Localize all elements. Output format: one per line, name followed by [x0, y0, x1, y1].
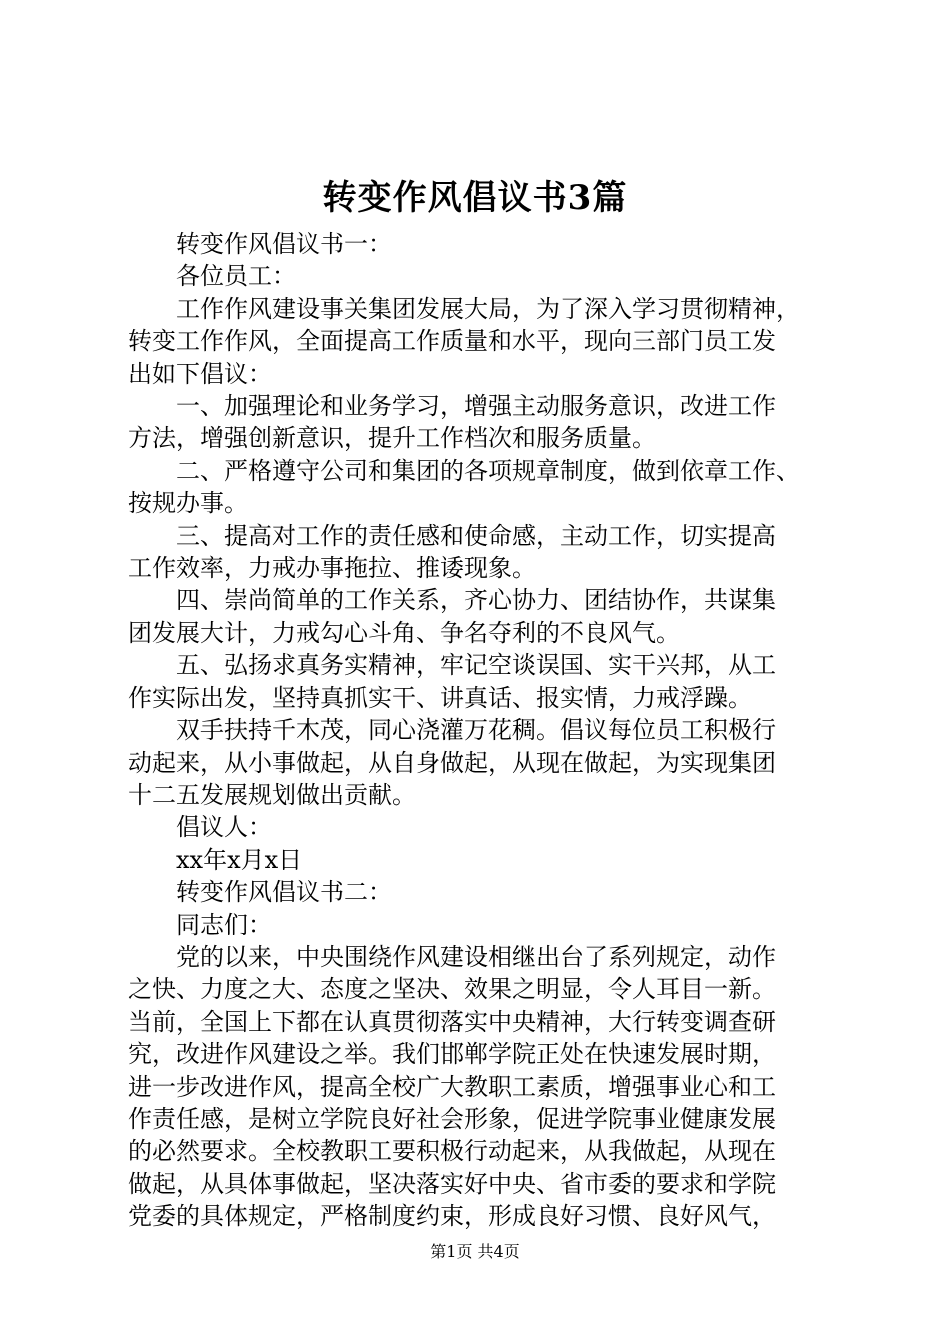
line-14: 五、弘扬求真务实精神，牢记空谈误国、实干兴邦，从工	[176, 651, 776, 680]
line-10: 三、提高对工作的责任感和使命感，主动工作，切实提高	[176, 521, 776, 550]
line-13: 团发展大计，力戒勾心斗角、争名夺利的不良风气。	[128, 618, 680, 647]
document-title: 转变作风倡议书3篇	[322, 178, 628, 218]
line-17: 动起来，从小事做起，从自身做起，从现在做起，为实现集团	[128, 748, 776, 777]
line-30: 做起，从具体事做起，坚决落实好中央、省市委的要求和学院	[128, 1169, 776, 1198]
line-9: 按规办事。	[128, 489, 248, 518]
line-4: 转变工作作风，全面提高工作质量和水平，现向三部门员工发	[128, 327, 776, 356]
line-18: 十二五发展规划做出贡献。	[128, 780, 416, 809]
line-31: 党委的具体规定，严格制度约束，形成良好习惯、良好风气，	[128, 1202, 776, 1231]
line-2: 各位员工：	[176, 262, 296, 291]
line-6: 一、加强理论和业务学习，增强主动服务意识，改进工作	[176, 392, 776, 421]
line-7: 方法，增强创新意识，提升工作档次和服务质量。	[128, 424, 656, 453]
line-12: 四、崇尚简单的工作关系，齐心协力、团结协作，共谋集	[176, 586, 776, 615]
line-27: 进一步改进作风，提高全校广大教职工素质，增强事业心和工	[128, 1072, 776, 1101]
line-11: 工作效率，力戒办事拖拉、推诿现象。	[128, 554, 536, 583]
line-20: xx年x月x日	[176, 845, 303, 874]
line-23: 党的以来，中央围绕作风建设相继出台了系列规定，动作	[176, 942, 776, 971]
page-footer: 第1页 共4页	[430, 1242, 520, 1261]
line-29: 的必然要求。全校教职工要积极行动起来，从我做起，从现在	[128, 1137, 776, 1166]
line-21: 转变作风倡议书二：	[176, 878, 392, 907]
line-16: 双手扶持千木茂，同心浇灌万花稠。倡议每位员工积极行	[176, 716, 776, 745]
line-25: 当前，全国上下都在认真贯彻落实中央精神，大行转变调查研	[128, 1007, 776, 1036]
line-22: 同志们：	[176, 910, 272, 939]
line-8: 二、严格遵守公司和集团的各项规章制度，做到依章工作、	[176, 456, 800, 485]
line-1: 转变作风倡议书一：	[176, 230, 392, 258]
line-15: 作实际出发，坚持真抓实干、讲真话、报实情，力戒浮躁。	[128, 683, 752, 712]
line-19: 倡议人：	[176, 813, 272, 842]
document-body	[128, 228, 850, 1233]
line-28: 作责任感，是树立学院良好社会形象，促进学院事业健康发展	[128, 1104, 776, 1133]
line-24: 之快、力度之大、态度之坚决、效果之明显，令人耳目一新。	[128, 975, 776, 1004]
line-26: 究，改进作风建设之举。我们邯郸学院正处在快速发展时期，	[128, 1040, 776, 1069]
line-5: 出如下倡议：	[128, 359, 272, 388]
line-3: 工作作风建设事关集团发展大局，为了深入学习贯彻精神，	[176, 294, 800, 323]
